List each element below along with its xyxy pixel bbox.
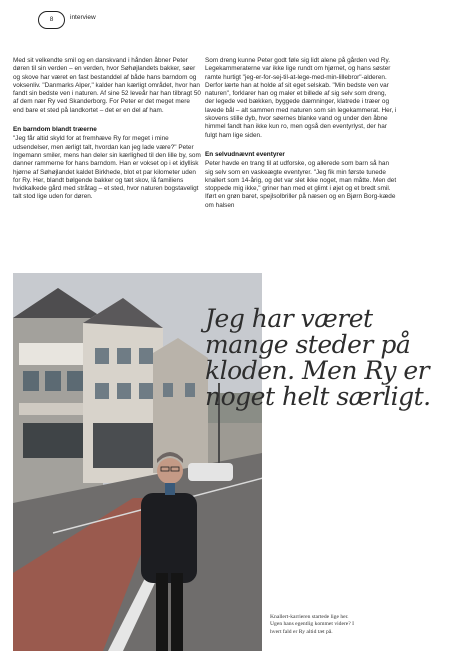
left-paragraph-2: "Jeg får altid skyld for at fremhæve Ry for meget i mine udsendelser, men ærligt talt, hvordan kan jeg lade være?" Peter Ingemann smiler, mens han deler sin kærlighed til den lille by, som danner rammerne for hans barndom. Han er vokset op i et idyllisk hjørne af Søhøjlandet kaldet Birkhede, blot et par kilometer uden for Ry. Her, blandt bølgende bakker og tæt skov, lå familiens hvidkalkede gård med stråtag – et sted, hvor naturen bogstaveligt talt stod lige uden for døren. <box>13 135 201 201</box>
right-paragraph-2: Peter havde en trang til at udforske, og allerede som barn så han sig selv som en vaskeægte eventyrer. "Jeg fik min første tunede knallert som 14-årig, og det var slet ikke noget, man måtte. Men det stoppede mig ikke," griner han med et glimt i øjet og et bredt smil. Iført en grøn baret, spejlsolbriller på næsen og en Bjørn Borg-kæde om halsen <box>205 160 397 209</box>
left-text-column <box>13 57 201 202</box>
page-number: 8 <box>49 16 54 23</box>
section-label: interview <box>70 14 96 21</box>
pull-quote: Jeg har været mange steder på kloden. Men Ry er noget helt særligt. <box>205 304 431 411</box>
right-paragraph-1: Som dreng kunne Peter godt føle sig lidt alene på gården ved Ry. Legekammeraterne var ikke lige rundt om hjørnet, og hans søster ramte hurtigt "jeg-er-for-sej-til-at-lege-med-min-lillebror"-alderen. Derfor lærte han at holde af sit eget selskab. "Min bedste ven var naturen", forklarer han og maler et billede af sig selv som dreng, der legede ved bækken, byggede dæmninger, klatrede i træer og lavede bål – alt sammen med naturen som sin legekammerat. Her, i skovens stille dyb, hvor søernes blanke vand og under den åbne himmel fandt han ikke kun ro, men også den eventyrlyst, der har fulgt ham lige siden. <box>205 57 397 139</box>
right-subheading: En selvudnævnt eventyrer <box>205 150 285 158</box>
photo-caption: Knallert-karrieren startede lige her. Ugen hans egentlig kommet videre? I hvert fald er Ry altid tæt på. <box>270 614 355 635</box>
left-paragraph-1: Med sit velkendte smil og en danskvand i hånden åbner Peter døren til sin verden – en verden, hvor Søhøjlandets bakker, søer og skove har været en fast bestanddel af både hans barndom og voksenliv. "Danmarks Alper," kalder han kærligt området, hvor han fandt sin bedste ven i naturen. Af sine 52 leveår har han tilbragt 50 af dem nær Ry ved Skanderborg. For Peter er det meget mere end bare et sted på landkortet – det er en del af ham. <box>13 57 201 114</box>
page-number-badge <box>38 11 65 29</box>
right-text-column <box>205 57 397 210</box>
left-subheading: En barndom blandt træerne <box>13 126 97 134</box>
